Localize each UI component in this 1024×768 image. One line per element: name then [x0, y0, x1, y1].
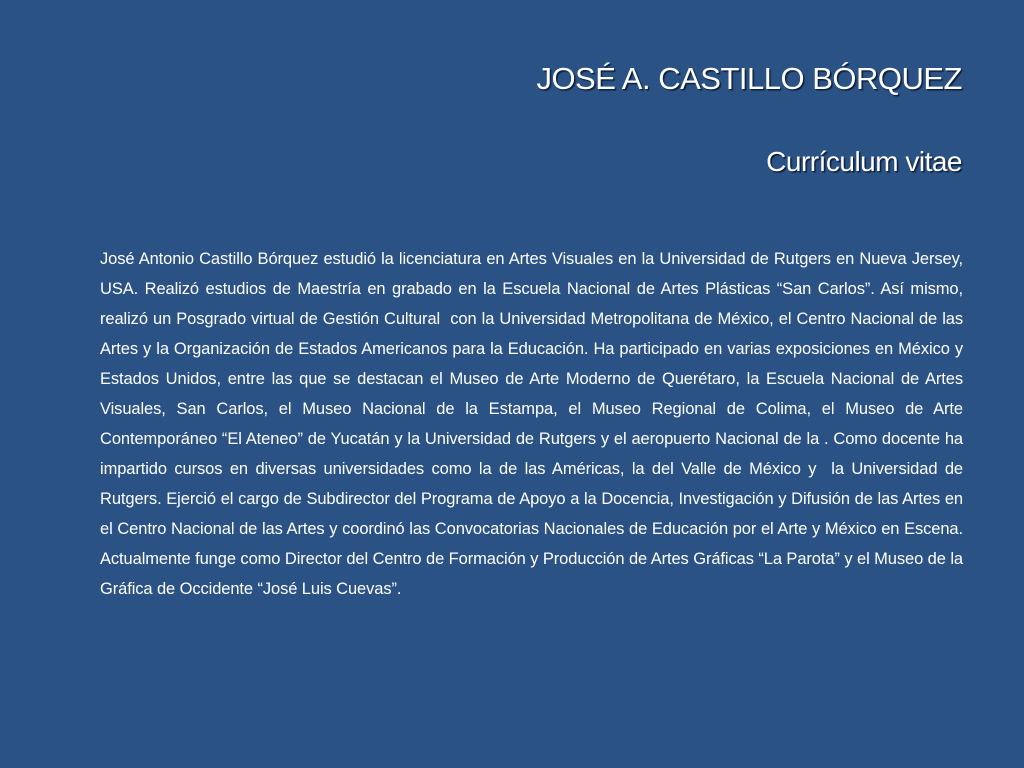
biography-paragraph: José Antonio Castillo Bórquez estudió la licenciatura en Artes Visuales en la Universidad de Rutgers en Nueva Jersey, USA. Realizó estudios de Maestría en grabado en la Escuela Nacional de Artes Plásticas “San Carlos”. Así mismo, realizó un Posgrado virtual de Gestión Cultural con la Universidad Metropolitana de México, el Centro Nacional de las Artes y la Organización de Estados Americanos para la Educación. Ha participado en varias exposiciones en México y Estados Unidos, entre las que se destacan el Museo de Arte Moderno de Querétaro, la Escuela Nacional de Artes Visuales, San Carlos, el Museo Nacional de la Estampa, el Museo Regional de Colima, el Museo de Arte Contemporáneo “El Ateneo” de Yucatán y la Universidad de Rutgers y el aeropuerto Nacional de la . Como docente ha impartido cursos en diversas universidades como la de las Américas, la del Valle de México y la Universidad de Rutgers. Ejerció el cargo de Subdirector del Programa de Apoyo a la Docencia, Investigación y Difusión de las Artes en el Centro Nacional de las Artes y coordinó las Convocatorias Nacionales de Educación por el Arte y México en Escena. Actualmente funge como Director del Centro de Formación y Producción de Artes Gráficas “La Parota” y el Museo de la Gráfica de Occidente “José Luis Cuevas”. — [100, 250, 968, 598]
slide-title: JOSÉ A. CASTILLO BÓRQUEZ — [536, 61, 962, 96]
slide-subtitle: Currículum vitae — [766, 146, 962, 177]
